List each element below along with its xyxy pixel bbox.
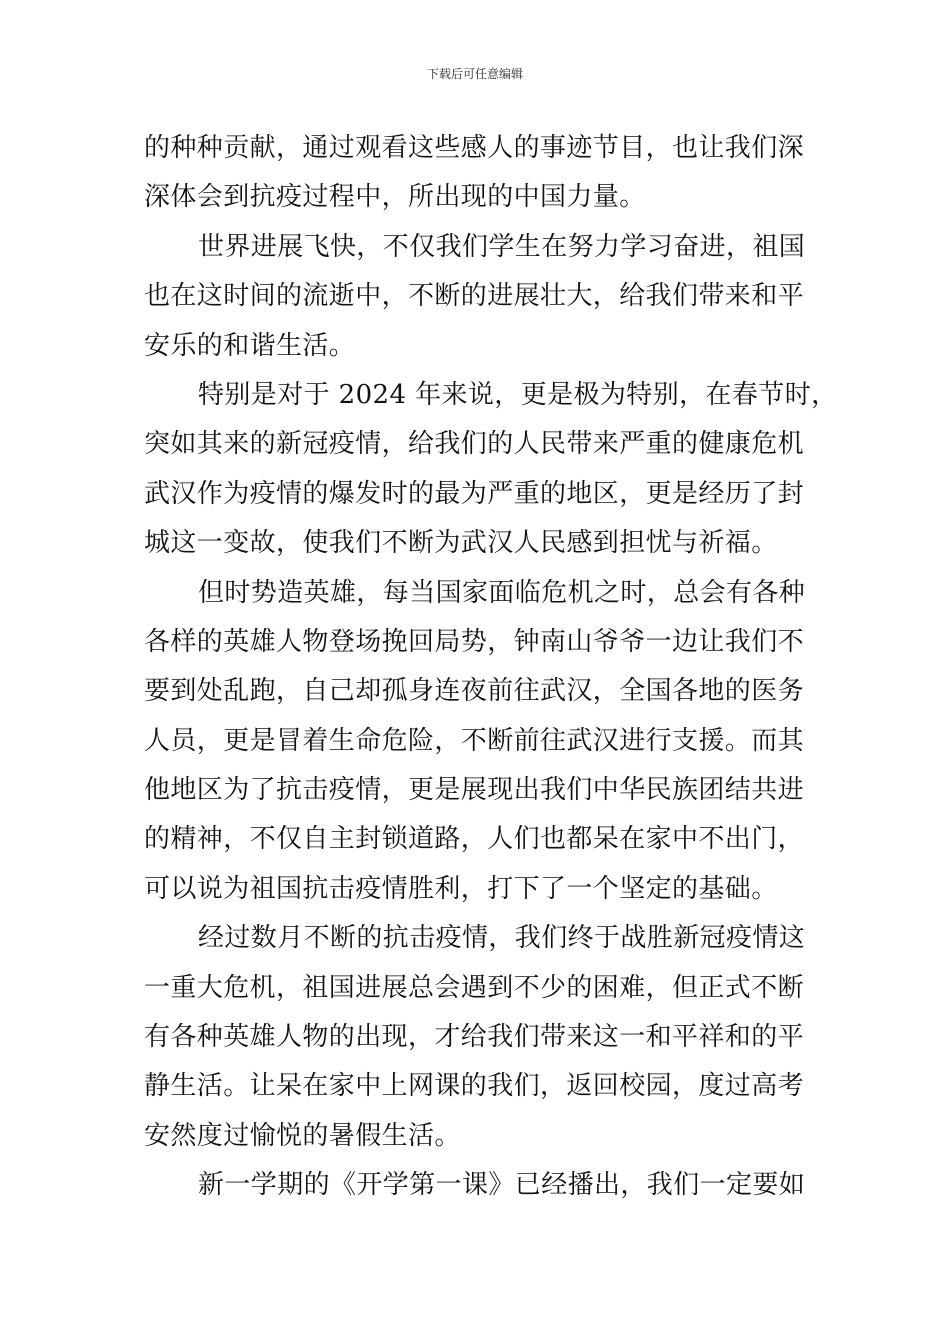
text-line: 武汉作为疫情的爆发时的最为严重的地区，更是经历了封 (144, 478, 805, 509)
text-line: 安乐的和谐生活。 (144, 330, 356, 361)
page-header: 下载后可任意编辑 (426, 67, 523, 81)
text-line: 也在这时间的流逝中，不断的进展壮大，给我们带来和平 (144, 281, 805, 312)
text-line: 静生活。让呆在家中上网课的我们，返回校园，度过高考 (144, 1071, 805, 1102)
document-body (144, 124, 838, 1211)
text-line: 突如其来的新冠疫情，给我们的人民带来严重的健康危机 (144, 429, 805, 460)
text-line: 有各种英雄人物的出现，才给我们带来这一和平祥和的平 (144, 1022, 805, 1053)
text-line: 的种种贡献，通过观看这些感人的事迹节目，也让我们深 (144, 133, 805, 163)
text-line: 但时势造英雄，每当国家面临危机之时，总会有各种 (198, 577, 806, 608)
text-line: 人员，更是冒着生命危险，不断前往武汉进行支援。而其 (144, 725, 805, 756)
text-line: 一重大危机，祖国进展总会遇到不少的困难，但正式不断 (144, 972, 805, 1003)
text-line: 世界进展飞快，不仅我们学生在努力学习奋进，祖国 (198, 231, 806, 262)
text-line: 安然度过愉悦的暑假生活。 (144, 1120, 461, 1151)
text-line: 他地区为了抗击疫情，更是展现出我们中华民族团结共进 (144, 775, 805, 806)
text-line: 城这一变故，使我们不断为武汉人民感到担忧与祈福。 (144, 528, 778, 559)
text-line: 各样的英雄人物登场挽回局势，钟南山爷爷一边让我们不 (144, 626, 805, 657)
text-line: 深体会到抗疫过程中，所出现的中国力量。 (144, 182, 646, 213)
text-line: 要到处乱跑，自己却孤身连夜前往武汉，全国各地的医务 (144, 676, 805, 707)
text-line: 经过数月不断的抗击疫情，我们终于战胜新冠疫情这 (198, 923, 806, 954)
text-line: 特别是对于 2024 年来说，更是极为特别，在春节时， (198, 379, 838, 410)
text-line: 的精神，不仅自主封锁道路，人们也都呆在家中不出门， (144, 824, 805, 855)
text-line: 新一学期的《开学第一课》已经播出，我们一定要如 (198, 1170, 806, 1201)
text-line: 可以说为祖国抗击疫情胜利，打下了一个坚定的基础。 (144, 873, 778, 904)
